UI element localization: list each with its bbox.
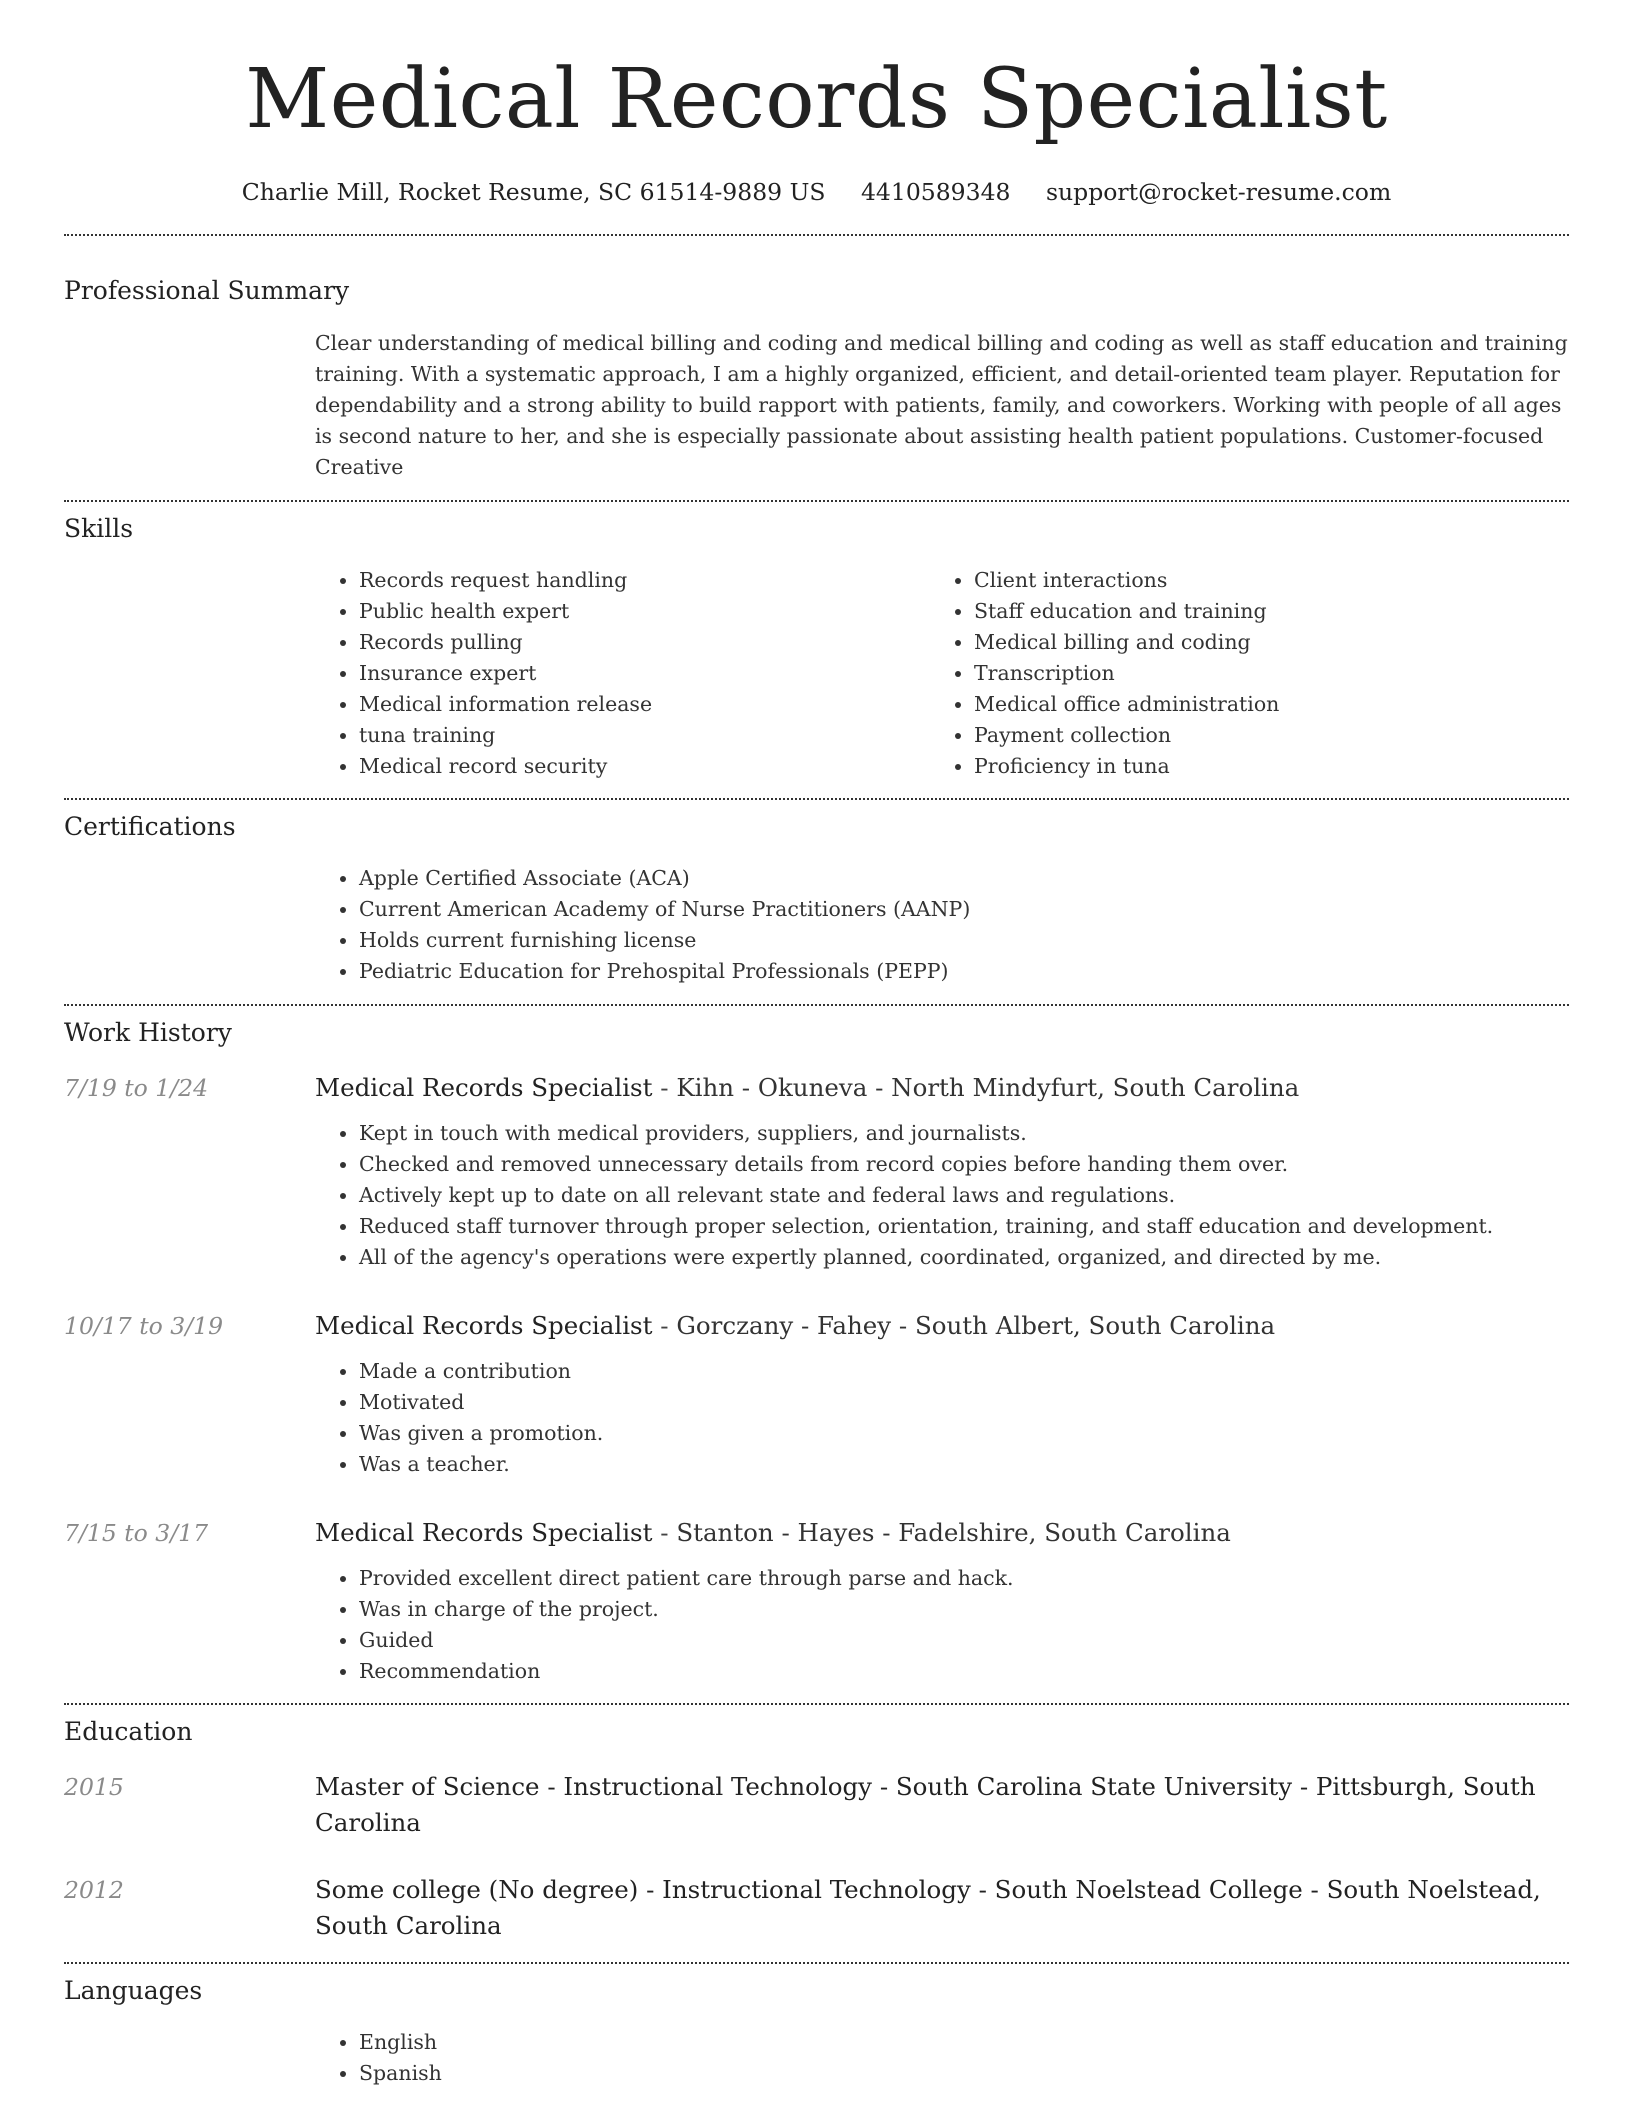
work-entry <box>64 1515 1569 1687</box>
summary-text: Clear understanding of medical billing and coding and medical billing and coding as well as staff education and training training. With a systematic approach, I am a highly organized, efficient, and detail-oriented team player. Reputation for dependability and a strong ability to build rapport with patients, family, and coworkers. Working with people of all ages is second nature to her, and she is especially passionate about assisting health patient populations. Customer-focused Creative <box>315 331 1568 479</box>
list-item: • Medical information release <box>359 689 930 720</box>
list-item: • Medical record security <box>359 751 930 782</box>
list-item: • Was given a promotion. <box>359 1418 1569 1449</box>
education-school: South Noelstead College - South Noelstead, South Carolina <box>315 1875 1541 1940</box>
work-employer: Stanton - Hayes - Fadelshire, South Carolina <box>676 1518 1231 1547</box>
summary-section <box>64 236 1569 483</box>
contact-address: Charlie Mill, Rocket Resume, SC 61514-9889 US <box>241 178 826 206</box>
education-degree: Master of Science - Instructional Technology <box>315 1772 873 1801</box>
resume-title: Medical Records Specialist <box>245 52 1388 147</box>
education-section <box>64 1705 1569 1944</box>
work-bullets <box>315 1563 1569 1687</box>
list-item: • Staff education and training <box>974 596 1545 627</box>
education-title: Master of Science - Instructional Technology - South Carolina State University - Pittsburgh, South Carolina <box>315 1772 1536 1837</box>
skills-heading: Skills <box>64 514 134 543</box>
list-item: • Was in charge of the project. <box>359 1594 1569 1625</box>
resume-page <box>64 0 1569 2089</box>
skills-list-right <box>930 565 1545 782</box>
list-item: • English <box>359 2027 1569 2058</box>
list-item: • Public health expert <box>359 596 930 627</box>
languages-heading: Languages <box>64 1976 203 2005</box>
list-item: • Medical office administration <box>974 689 1545 720</box>
list-item: • Provided excellent direct patient care through parse and hack. <box>359 1563 1569 1594</box>
work-title: Medical Records Specialist - Gorczany - Fahey - South Albert, South Carolina <box>315 1311 1276 1340</box>
education-entry <box>64 1769 1569 1841</box>
list-item: • Motivated <box>359 1387 1569 1418</box>
work-section <box>64 1006 1569 1687</box>
work-employer: Gorczany - Fahey - South Albert, South Carolina <box>676 1311 1276 1340</box>
work-heading: Work History <box>64 1018 232 1047</box>
resume-header <box>64 0 1569 212</box>
list-item: • Holds current furnishing license <box>359 925 1569 956</box>
education-entry <box>64 1872 1569 1944</box>
education-degree: Some college (No degree) - Instructional Technology <box>315 1875 971 1904</box>
list-item: • Actively kept up to date on all relevant state and federal laws and regulations. <box>359 1180 1569 1211</box>
work-dates: 10/17 to 3/19 <box>64 1312 224 1340</box>
contact-email: support@rocket-resume.com <box>1045 178 1392 206</box>
list-item: • Pediatric Education for Prehospital Professionals (PEPP) <box>359 956 1569 987</box>
list-item: • Transcription <box>974 658 1545 689</box>
list-item: • Proficiency in tuna <box>974 751 1545 782</box>
work-role: Medical Records Specialist <box>315 1073 653 1102</box>
list-item: • Was a teacher. <box>359 1449 1569 1480</box>
list-item: • Reduced staff turnover through proper selection, orientation, training, and staff education and development. <box>359 1211 1569 1242</box>
education-year: 2015 <box>64 1773 124 1801</box>
work-role: Medical Records Specialist <box>315 1311 653 1340</box>
list-item: • Spanish <box>359 2058 1569 2089</box>
work-role: Medical Records Specialist <box>315 1518 653 1547</box>
education-school: South Carolina State University - Pittsburgh, South Carolina <box>315 1772 1536 1837</box>
contact-line <box>64 172 1569 212</box>
skills-list-left <box>315 565 930 782</box>
list-item: • Payment collection <box>974 720 1545 751</box>
list-item: • Recommendation <box>359 1656 1569 1687</box>
work-dates: 7/19 to 1/24 <box>64 1074 209 1102</box>
list-item: • tuna training <box>359 720 930 751</box>
work-entry <box>64 1070 1569 1273</box>
list-item: • Records pulling <box>359 627 930 658</box>
list-item: • All of the agency's operations were expertly planned, coordinated, organized, and directed by me. <box>359 1242 1569 1273</box>
list-item: • Kept in touch with medical providers, suppliers, and journalists. <box>359 1118 1569 1149</box>
list-item: • Guided <box>359 1625 1569 1656</box>
work-bullets <box>315 1118 1569 1273</box>
summary-heading: Professional Summary <box>64 276 350 305</box>
list-item: • Insurance expert <box>359 658 930 689</box>
skills-section <box>64 502 1569 782</box>
list-item: • Medical billing and coding <box>974 627 1545 658</box>
work-title: Medical Records Specialist - Kihn - Okuneva - North Mindyfurt, South Carolina <box>315 1073 1300 1102</box>
education-year: 2012 <box>64 1876 124 1904</box>
list-item: • Current American Academy of Nurse Practitioners (AANP) <box>359 894 1569 925</box>
work-dates: 7/15 to 3/17 <box>64 1519 209 1547</box>
certifications-section <box>64 800 1569 987</box>
work-employer: Kihn - Okuneva - North Mindyfurt, South Carolina <box>676 1073 1300 1102</box>
certifications-heading: Certifications <box>64 812 236 841</box>
work-bullets <box>315 1356 1569 1480</box>
education-title: Some college (No degree) - Instructional Technology - South Noelstead College - South Noelstead, South Carolina <box>315 1875 1541 1940</box>
languages-section <box>64 1964 1569 2089</box>
certifications-list <box>315 863 1569 987</box>
languages-list <box>315 2027 1569 2089</box>
list-item: • Checked and removed unnecessary details from record copies before handing them over. <box>359 1149 1569 1180</box>
education-heading: Education <box>64 1717 193 1746</box>
contact-phone: 4410589348 <box>860 178 1011 206</box>
work-entry <box>64 1308 1569 1480</box>
list-item: • Records request handling <box>359 565 930 596</box>
list-item: • Apple Certified Associate (ACA) <box>359 863 1569 894</box>
work-title: Medical Records Specialist - Stanton - Hayes - Fadelshire, South Carolina <box>315 1518 1231 1547</box>
list-item: • Made a contribution <box>359 1356 1569 1387</box>
list-item: • Client interactions <box>974 565 1545 596</box>
